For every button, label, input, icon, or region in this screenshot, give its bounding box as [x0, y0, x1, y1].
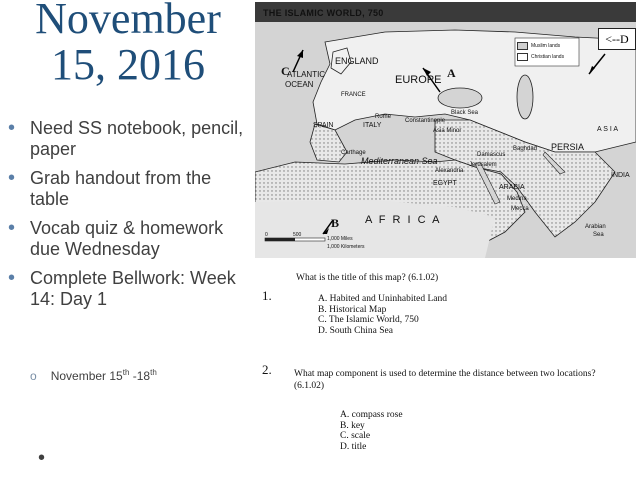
map-letter-b: B	[331, 216, 340, 230]
legend-swatch-christian	[517, 53, 528, 61]
question-1-text: What is the title of this map? (6.1.02)	[296, 273, 439, 283]
legend-swatch-muslim	[517, 42, 528, 50]
option-item: A. compass rose	[340, 410, 403, 420]
label-asia-minor: Asia Minor	[433, 128, 462, 134]
islamic-world-map	[255, 2, 636, 258]
label-ocean: OCEAN	[285, 80, 314, 89]
question-2-line-1: What map component is used to determine the distance between two locations?	[294, 369, 596, 379]
bullet-list	[6, 118, 250, 318]
map-letter-c: C	[281, 64, 290, 78]
label-india: INDIA	[611, 172, 630, 179]
label-africa: A F R I C A	[365, 214, 442, 226]
sub-bullet-sup-a: th	[122, 368, 130, 377]
question-2-number: 2.	[262, 362, 272, 377]
title-line-2: 15, 2016	[51, 40, 205, 89]
sub-bullet-text-a: November 15	[50, 369, 123, 383]
option-item: D. South China Sea	[318, 325, 393, 336]
label-arabia: ARABIA	[499, 184, 525, 191]
option-item: B. Historical Map	[318, 304, 387, 315]
label-jerusalem: Jerusalem	[469, 162, 497, 168]
question-2-text	[294, 368, 596, 392]
scale-miles: 1,000 Miles	[327, 236, 353, 242]
title-line-1: November	[35, 0, 221, 43]
label-england: ENGLAND	[335, 56, 379, 66]
scale-km: 1,000 Kilometers	[327, 244, 365, 250]
label-alexandria: Alexandria	[435, 168, 464, 174]
label-arabian-sea: Arabian	[585, 224, 606, 230]
option-item: D. title	[340, 441, 367, 452]
scale-zero: 0	[265, 232, 268, 238]
label-atlantic: ATLANTIC	[287, 70, 326, 79]
label-constantinople: Constantinople	[405, 118, 446, 124]
label-damascus: Damascus	[477, 152, 506, 158]
bullet-item: • Need SS notebook, pencil, paper	[6, 118, 250, 160]
scale-500: 500	[293, 232, 302, 238]
bullet-item: • Grab handout from the table	[6, 168, 250, 210]
label-medina: Medina	[507, 196, 527, 202]
empty-bullet: •	[38, 447, 46, 469]
question-1-options	[318, 294, 447, 336]
d-callout: <--D	[598, 28, 636, 50]
map-title: THE ISLAMIC WORLD, 750	[263, 8, 384, 18]
sub-bullet	[30, 368, 157, 383]
label-rome: Rome	[375, 114, 392, 120]
legend-label: Christian lands	[531, 54, 565, 60]
label-baghdad: Baghdad	[513, 146, 538, 152]
option-item: C. scale	[340, 431, 371, 441]
label-mediterranean: Mediterranean Sea	[361, 156, 438, 166]
question-2-line-2: (6.1.02)	[294, 381, 325, 391]
label-asia: A S I A	[597, 126, 619, 133]
bullet-item: • Vocab quiz & homework due Wednesday	[6, 218, 250, 260]
label-black-sea: Black Sea	[451, 110, 479, 116]
label-arabian-sea-2: Sea	[593, 232, 604, 238]
map-legend	[517, 42, 573, 64]
label-egypt: EGYPT	[433, 180, 457, 187]
sub-bullet-text-b: -18	[129, 369, 151, 383]
label-persia: PERSIA	[551, 142, 585, 152]
option-item: A. Habited and Uninhabited Land	[318, 294, 448, 304]
legend-item	[517, 53, 573, 61]
legend-item	[517, 42, 573, 50]
bullet-item: • Complete Bellwork: Week 14: Day 1	[6, 268, 250, 310]
option-item: C. The Islamic World, 750	[318, 315, 419, 325]
label-europe: EUROPE	[395, 74, 442, 86]
question-1-number: 1.	[262, 288, 272, 303]
label-italy: ITALY	[363, 122, 382, 129]
label-france: FRANCE	[341, 92, 366, 98]
map-letter-a: A	[447, 66, 456, 80]
label-spain: SPAIN	[313, 122, 334, 129]
label-mecca: Mecca	[511, 206, 529, 212]
slide-title	[10, 0, 246, 88]
option-item: B. key	[340, 420, 365, 431]
question-2-options	[340, 410, 403, 452]
sub-bullet-sup-b: th	[150, 368, 157, 377]
sub-bullet-marker: o	[30, 369, 37, 383]
label-carthage: Carthage	[341, 150, 366, 156]
legend-label: Muslim lands	[531, 43, 561, 49]
